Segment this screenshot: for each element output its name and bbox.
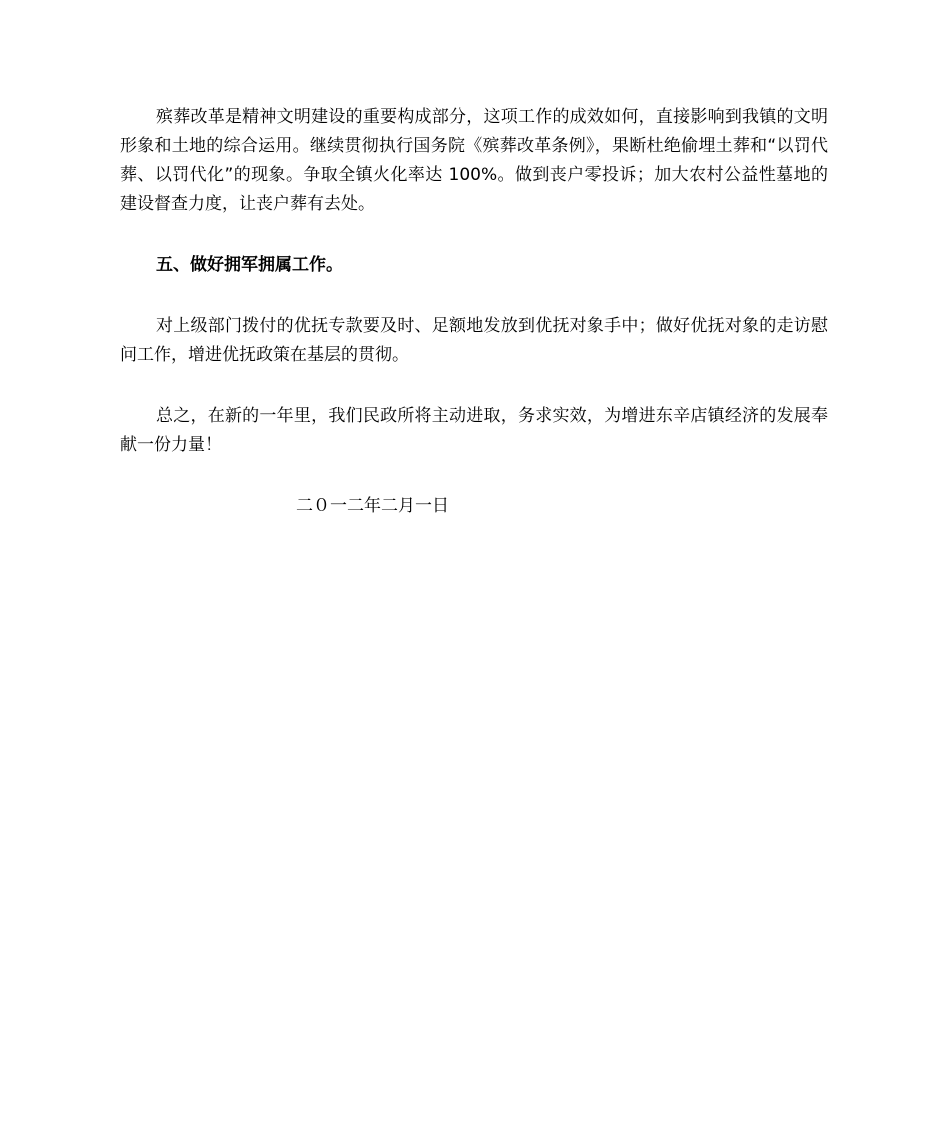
paragraph-funeral-reform: 殡葬改革是精神文明建设的重要构成部分，这项工作的成效如何，直接影响到我镇的文明形象和土地的综合运用。继续贯彻执行国务院《殡葬改革条例》，果断杜绝偷埋土葬和“以罚代葬、以罚代化”的现象。争取全镇火化率达 100%。做到丧户零投诉；加大农村公益性墓地的建设督查力度，让丧户葬有去处。 [120,107,828,214]
paragraph-conclusion: 总之，在新的一年里，我们民政所将主动进取，务求实效，为增进东辛店镇经济的发展奉献一份力量！ [120,406,828,455]
paragraph-military-support: 对上级部门拨付的优抚专款要及时、足额地发放到优抚对象手中；做好优抚对象的走访慰问工作，增进优抚政策在基层的贯彻。 [120,316,828,365]
section-heading-five: 五、做好拥军拥属工作。 [156,255,343,275]
document-body [120,103,828,521]
document-date: 二０一二年二月一日 [296,496,449,516]
